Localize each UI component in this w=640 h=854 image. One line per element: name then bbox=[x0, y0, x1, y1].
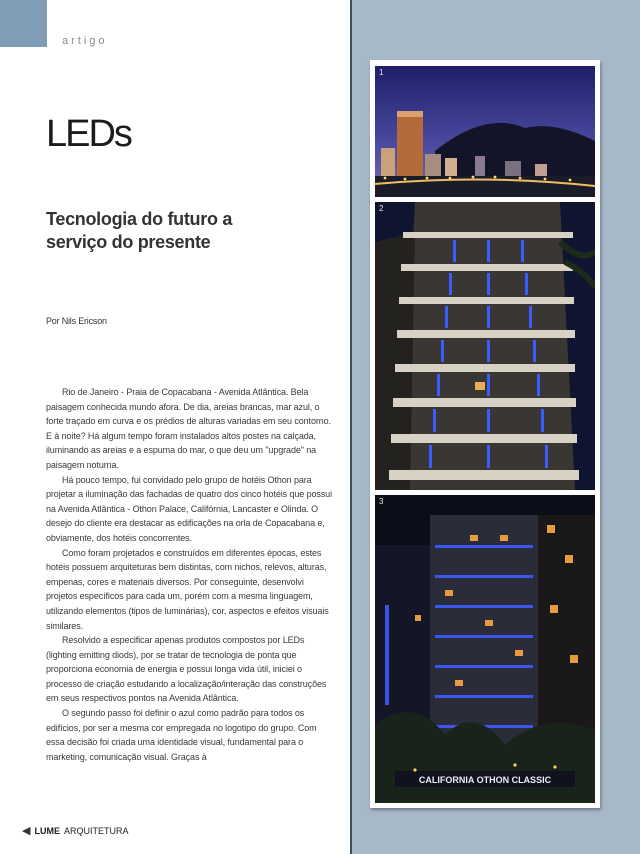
photo-copacabana-image bbox=[375, 66, 595, 197]
article-body bbox=[46, 385, 336, 764]
paragraph-3: Como foram projetados e construídos em diferentes épocas, estes hotéis possuem arquiteturas bem distintas, com nichos, relevos, alturas, empenas, cores e materiais diversos. Por conseguinte, desenvolvi projetos específicos para cada um, porém com a mesma linguagem, utilizando elementos (tipos de luminárias), cor, aspectos e efeitos visuais similares. bbox=[46, 547, 329, 631]
subtitle-line-2: serviço do presente bbox=[46, 232, 211, 252]
left-arrow-icon: ◀ bbox=[22, 825, 31, 837]
photo-copacabana-night bbox=[375, 66, 595, 197]
photo-number: 3 bbox=[379, 497, 384, 506]
paragraph-1: Rio de Janeiro - Praia de Copacabana - Avenida Atlântica. Bela paisagem conhecida mundo afora. De dia, areias brancas, mar azul, o forte traçado em curva e os prédios de alturas variadas em seu contorno. E à noite? Há algum tempo foram instalados altos postes na calçada, iluminando as areias e a espuma do mar, o que deu um "upgrade" na paisagem noturna. bbox=[46, 387, 331, 470]
paragraph-4: Resolvido a especificar apenas produtos compostos por LEDs (lighting emitting diods), por se tratar de tecnologia de ponta que proporciona economia de energia e possui longa vida útil, iniciei o processo de criação estudando a localização/interação das construções em seus respectivos pontos na Avenida Atlântica. bbox=[46, 635, 327, 704]
subtitle-line-1: Tecnologia do futuro a bbox=[46, 209, 233, 229]
photo-number: 2 bbox=[379, 204, 384, 213]
photo-hotel-california-othon bbox=[375, 495, 595, 803]
article-subtitle bbox=[46, 208, 232, 254]
byline: Por Nils Ericson bbox=[46, 316, 107, 326]
section-label: artigo bbox=[62, 35, 108, 47]
footer-section: ARQUITETURA bbox=[63, 825, 129, 836]
corner-color-block bbox=[0, 0, 47, 47]
photo-hotel-image bbox=[375, 495, 595, 803]
photo-frame bbox=[370, 60, 600, 808]
paragraph-5: O segundo passo foi definir o azul como padrão para todos os edifícios, por ser a mesma cor empregada no logotipo do grupo. Com essa decisão foi criada uma identidade visual, fundamental para o marketing, comunicação visual. Graças à bbox=[46, 708, 317, 762]
article-title: LEDs bbox=[46, 113, 131, 155]
paragraph-2: Há pouco tempo, fui convidado pelo grupo de hotéis Othon para projetar a iluminação das fachadas de quatro dos cinco hotéis que possui na Avenida Atlântica - Othon Palace, Califórnia, Lancaster e Olinda. O desejo do cliente era destacar as edificações na orla de Copacabana e, obviamente, dos hotéis concorrentes. bbox=[46, 474, 332, 543]
photo-facade-blue-leds bbox=[375, 202, 595, 490]
photo-facade-image bbox=[375, 202, 595, 490]
photo-number: 1 bbox=[379, 68, 384, 77]
hotel-sign: CALIFORNIA OTHON CLASSIC bbox=[418, 775, 552, 785]
footer-brand: LUME bbox=[34, 825, 60, 836]
page-footer bbox=[22, 824, 128, 837]
